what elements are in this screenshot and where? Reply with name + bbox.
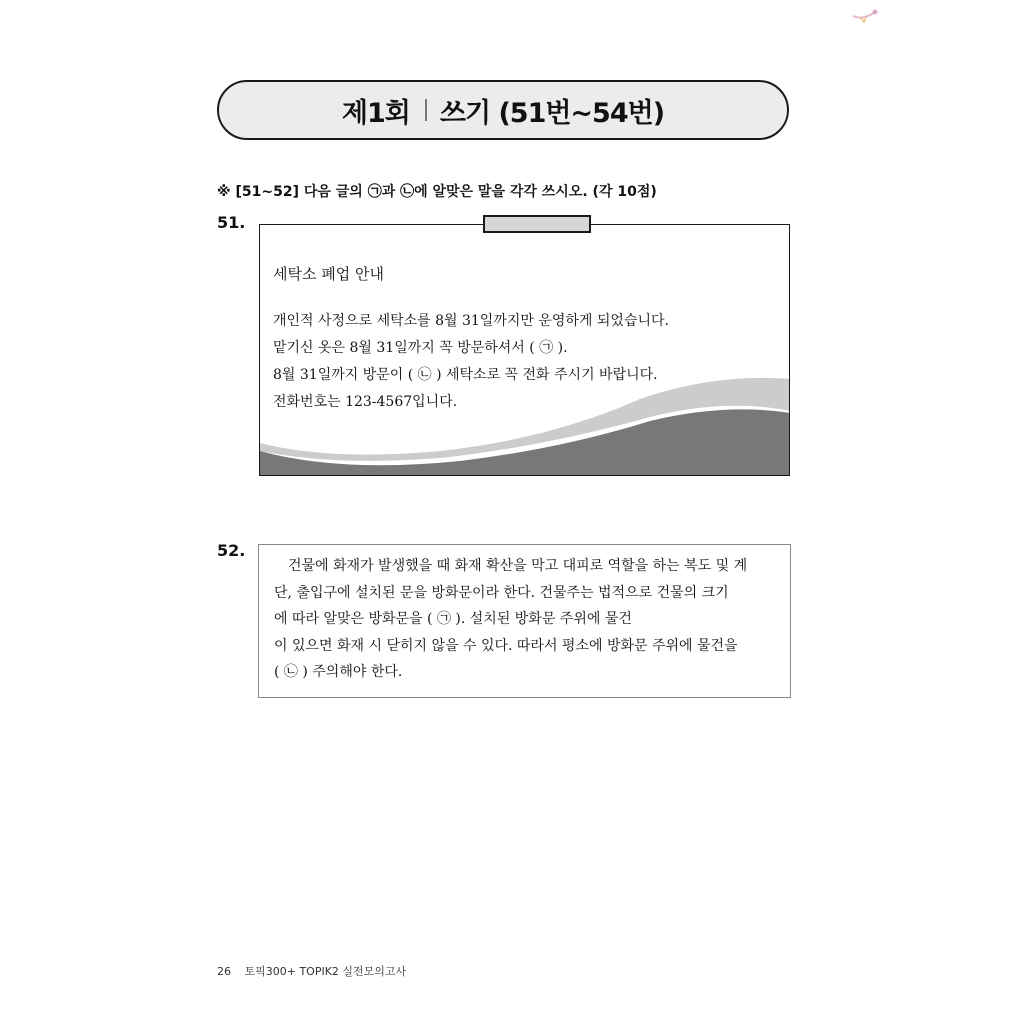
passage-line: 단, 출입구에 설치된 문을 방화문이라 한다. 건물주는 법적으로 건물의 크기 — [274, 584, 729, 601]
notice-body — [273, 308, 669, 416]
instruction-text: ※ [51~52] 다음 글의 ㉠과 ㉡에 알맞은 말을 각각 쓰시오. (각 10점) — [217, 184, 657, 200]
book-title: 토픽300+ TOPIK2 실전모의고사 — [244, 965, 407, 978]
passage-line: 건물에 화재가 발생했을 때 화재 확산을 막고 대피로 역할을 하는 복도 및 계 — [288, 558, 748, 574]
decorative-corner-icon — [852, 8, 880, 24]
notice-line: 전화번호는 123-4567입니다. — [273, 394, 458, 410]
question-number-51: 51. — [217, 213, 246, 232]
page-number: 26 — [217, 965, 231, 978]
exam-round-title: 제1회 — [341, 97, 410, 129]
notice-line: 개인적 사정으로 세탁소를 8월 31일까지만 운영하게 되었습니다. — [273, 313, 669, 329]
passage-box — [258, 544, 791, 698]
section-title-banner — [217, 80, 789, 140]
section-title: 쓰기 (51번~54번) — [439, 97, 665, 129]
notice-line: 맡기신 옷은 8월 31일까지 꼭 방문하셔서 ( ㉠ ). — [273, 340, 568, 356]
page-footer — [217, 963, 406, 979]
notice-title: 세탁소 폐업 안내 — [273, 265, 384, 283]
title-divider — [425, 99, 427, 121]
passage-line: ( ㉡ ) 주의해야 한다. — [274, 664, 403, 680]
question-number-52: 52. — [217, 541, 246, 560]
passage-line: 이 있으면 화재 시 닫히지 않을 수 있다. 따라서 평소에 방화문 주위에 물건을 — [274, 637, 738, 654]
notice-board-tab — [483, 215, 591, 233]
notice-board — [259, 224, 790, 476]
notice-line: 8월 31일까지 방문이 ( ㉡ ) 세탁소로 꼭 전화 주시기 바랍니다. — [273, 367, 658, 383]
passage-line: 에 따라 알맞은 방화문을 ( ㉠ ). 설치된 방화문 주위에 물건 — [274, 611, 632, 627]
